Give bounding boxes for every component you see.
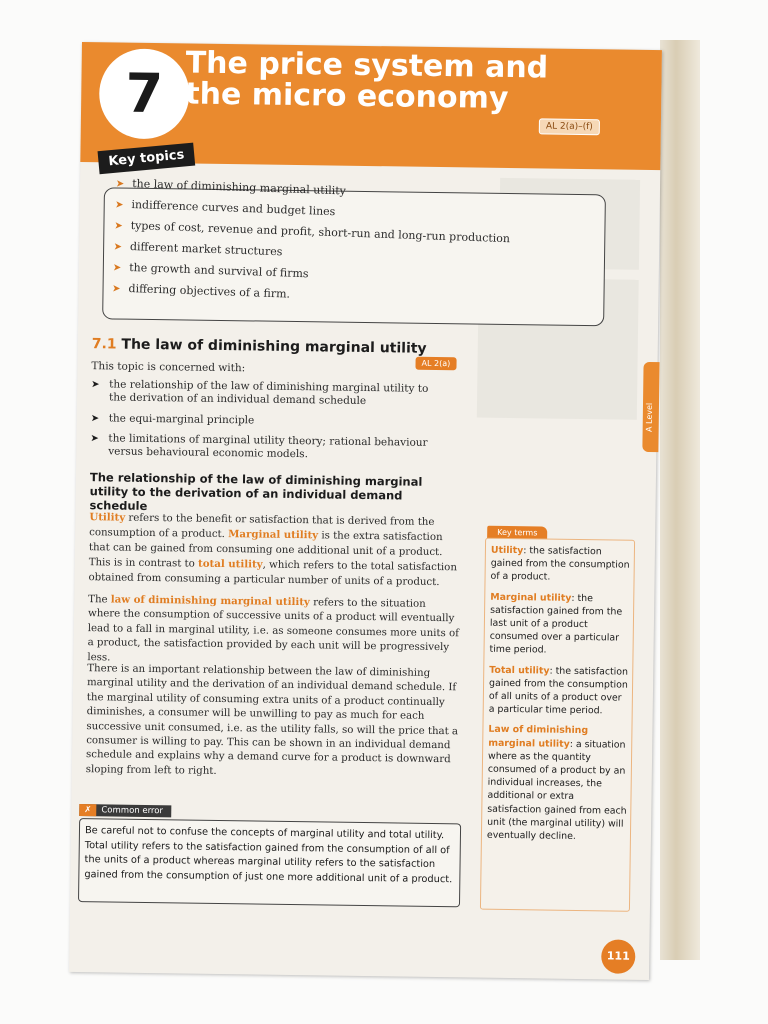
book-page-edges bbox=[660, 40, 700, 960]
section-title: The law of diminishing marginal utility bbox=[121, 336, 427, 357]
page-number: 111 bbox=[601, 939, 635, 973]
section-heading bbox=[92, 336, 427, 357]
arrowhead-icon: ➤ bbox=[113, 241, 123, 253]
keyword-total-utility: total utility bbox=[197, 557, 263, 571]
key-topic-item: ➤ the law of diminishing marginal utility bbox=[115, 177, 347, 198]
paragraph-demand-schedule: There is an important relationship between the law of diminishing marginal utility and the derivation of an individual demand schedule. If the marginal utility of consuming extra units of a product continually diminishes, a consumer will be unwilling to pay as much for each successive unit consumed, i.e. as the utility falls, so will the price that a consumer is willing to pay. This can be shown in an individual demand schedule and explains why a demand curve for a product is downward sloping from left to right. bbox=[85, 663, 459, 777]
arrowhead-icon: ➤ bbox=[112, 262, 122, 274]
a-level-side-tab: A Level bbox=[642, 362, 659, 452]
key-term: Law of diminishing marginal utility: a situation where as the quantity consumed of a product by an individual increases, the additional or extra satisfaction gained from each unit (the marginal utility) will eventually decline. bbox=[486, 724, 627, 843]
arrowhead-icon: ➤ bbox=[90, 413, 100, 425]
section-number: 7.1 bbox=[91, 336, 117, 353]
arrowhead-icon: ➤ bbox=[90, 433, 99, 445]
subsection-heading: The relationship of the law of diminishing marginal utility to the derivation of an individual demand schedule bbox=[89, 470, 423, 513]
key-topic-item: ➤ the growth and survival of firms bbox=[112, 261, 309, 281]
chapter-title bbox=[185, 47, 548, 114]
key-term: Total utility: the satisfaction gained from the consumption of all units of a product over a particular time period. bbox=[488, 664, 629, 717]
key-term: Utility: the satisfaction gained from the consumption of a product. bbox=[490, 544, 630, 583]
common-error-label: ✗ Common error bbox=[79, 804, 171, 817]
section-bullet: ➤ the equi-marginal principle bbox=[90, 412, 255, 427]
key-topic-item: ➤ types of cost, revenue and profit, short-run and long-run production bbox=[114, 219, 511, 246]
common-error-text: Be careful not to confuse the concepts of marginal utility and total utility. Total utility refers to the satisfaction gained from the consumption of all of the units of a product whereas marginal utility refers to the satisfaction gained from the consumption of just one more additional unit of a product. bbox=[84, 825, 453, 886]
paragraph-law: The law of diminishing marginal utility refers to the situation where the consumption of successive units of a product will eventually lead to a fall in marginal utility, i.e. as someone consumes more units of a product, the satisfaction provided by each unit will be progressively less. bbox=[87, 593, 460, 664]
arrowhead-icon: ➤ bbox=[111, 283, 121, 295]
chapter-syllabus-badge: AL 2(a)–(f) bbox=[539, 118, 600, 135]
arrowhead-icon: ➤ bbox=[115, 178, 125, 190]
arrowhead-icon: ➤ bbox=[91, 379, 100, 391]
keyword-law-of-diminishing-marginal-utility: law of diminishing marginal utility bbox=[110, 593, 310, 609]
keyword-utility: Utility bbox=[89, 511, 126, 524]
key-topics-label: Key topics bbox=[98, 143, 196, 175]
arrowhead-icon: ➤ bbox=[114, 220, 123, 232]
keyword-marginal-utility: Marginal utility bbox=[228, 528, 319, 542]
textbook-page bbox=[69, 42, 662, 980]
section-bullet: ➤ the relationship of the law of diminishing marginal utility to the derivation of an individual demand schedule bbox=[91, 378, 429, 408]
key-topic-item: ➤ different market structures bbox=[113, 240, 283, 259]
chapter-number: 7 bbox=[99, 48, 190, 139]
section-bullet: ➤ the limitations of marginal utility theory; rational behaviour versus behavioural economic models. bbox=[90, 432, 428, 461]
cross-icon: ✗ bbox=[79, 804, 96, 816]
section-intro: This topic is concerned with: bbox=[91, 360, 246, 375]
section-syllabus-badge: AL 2(a) bbox=[415, 357, 456, 371]
key-terms-list bbox=[487, 544, 631, 851]
paragraph-utility: Utility refers to the benefit or satisfaction that is derived from the consumption of a product. Marginal utility is the extra satisfaction that can be gained from consuming one additional unit of a product. This is in contrast to total utility, which refers to the total satisfaction obtained from consuming a particular number of units of a product. bbox=[88, 511, 458, 588]
arrowhead-icon: ➤ bbox=[114, 199, 124, 211]
key-topics-list bbox=[112, 172, 512, 312]
chapter-title-line1: The price system and bbox=[185, 45, 549, 86]
key-topic-item: ➤ indifference curves and budget lines bbox=[114, 198, 336, 219]
key-term: Marginal utility: the satisfaction gained from the last unit of a product consumed over a particular time period. bbox=[489, 591, 623, 656]
chapter-title-line2: the micro economy bbox=[185, 76, 509, 116]
key-terms-label: Key terms bbox=[487, 526, 547, 540]
key-topic-item: ➤ differing objectives of a firm. bbox=[111, 281, 291, 301]
